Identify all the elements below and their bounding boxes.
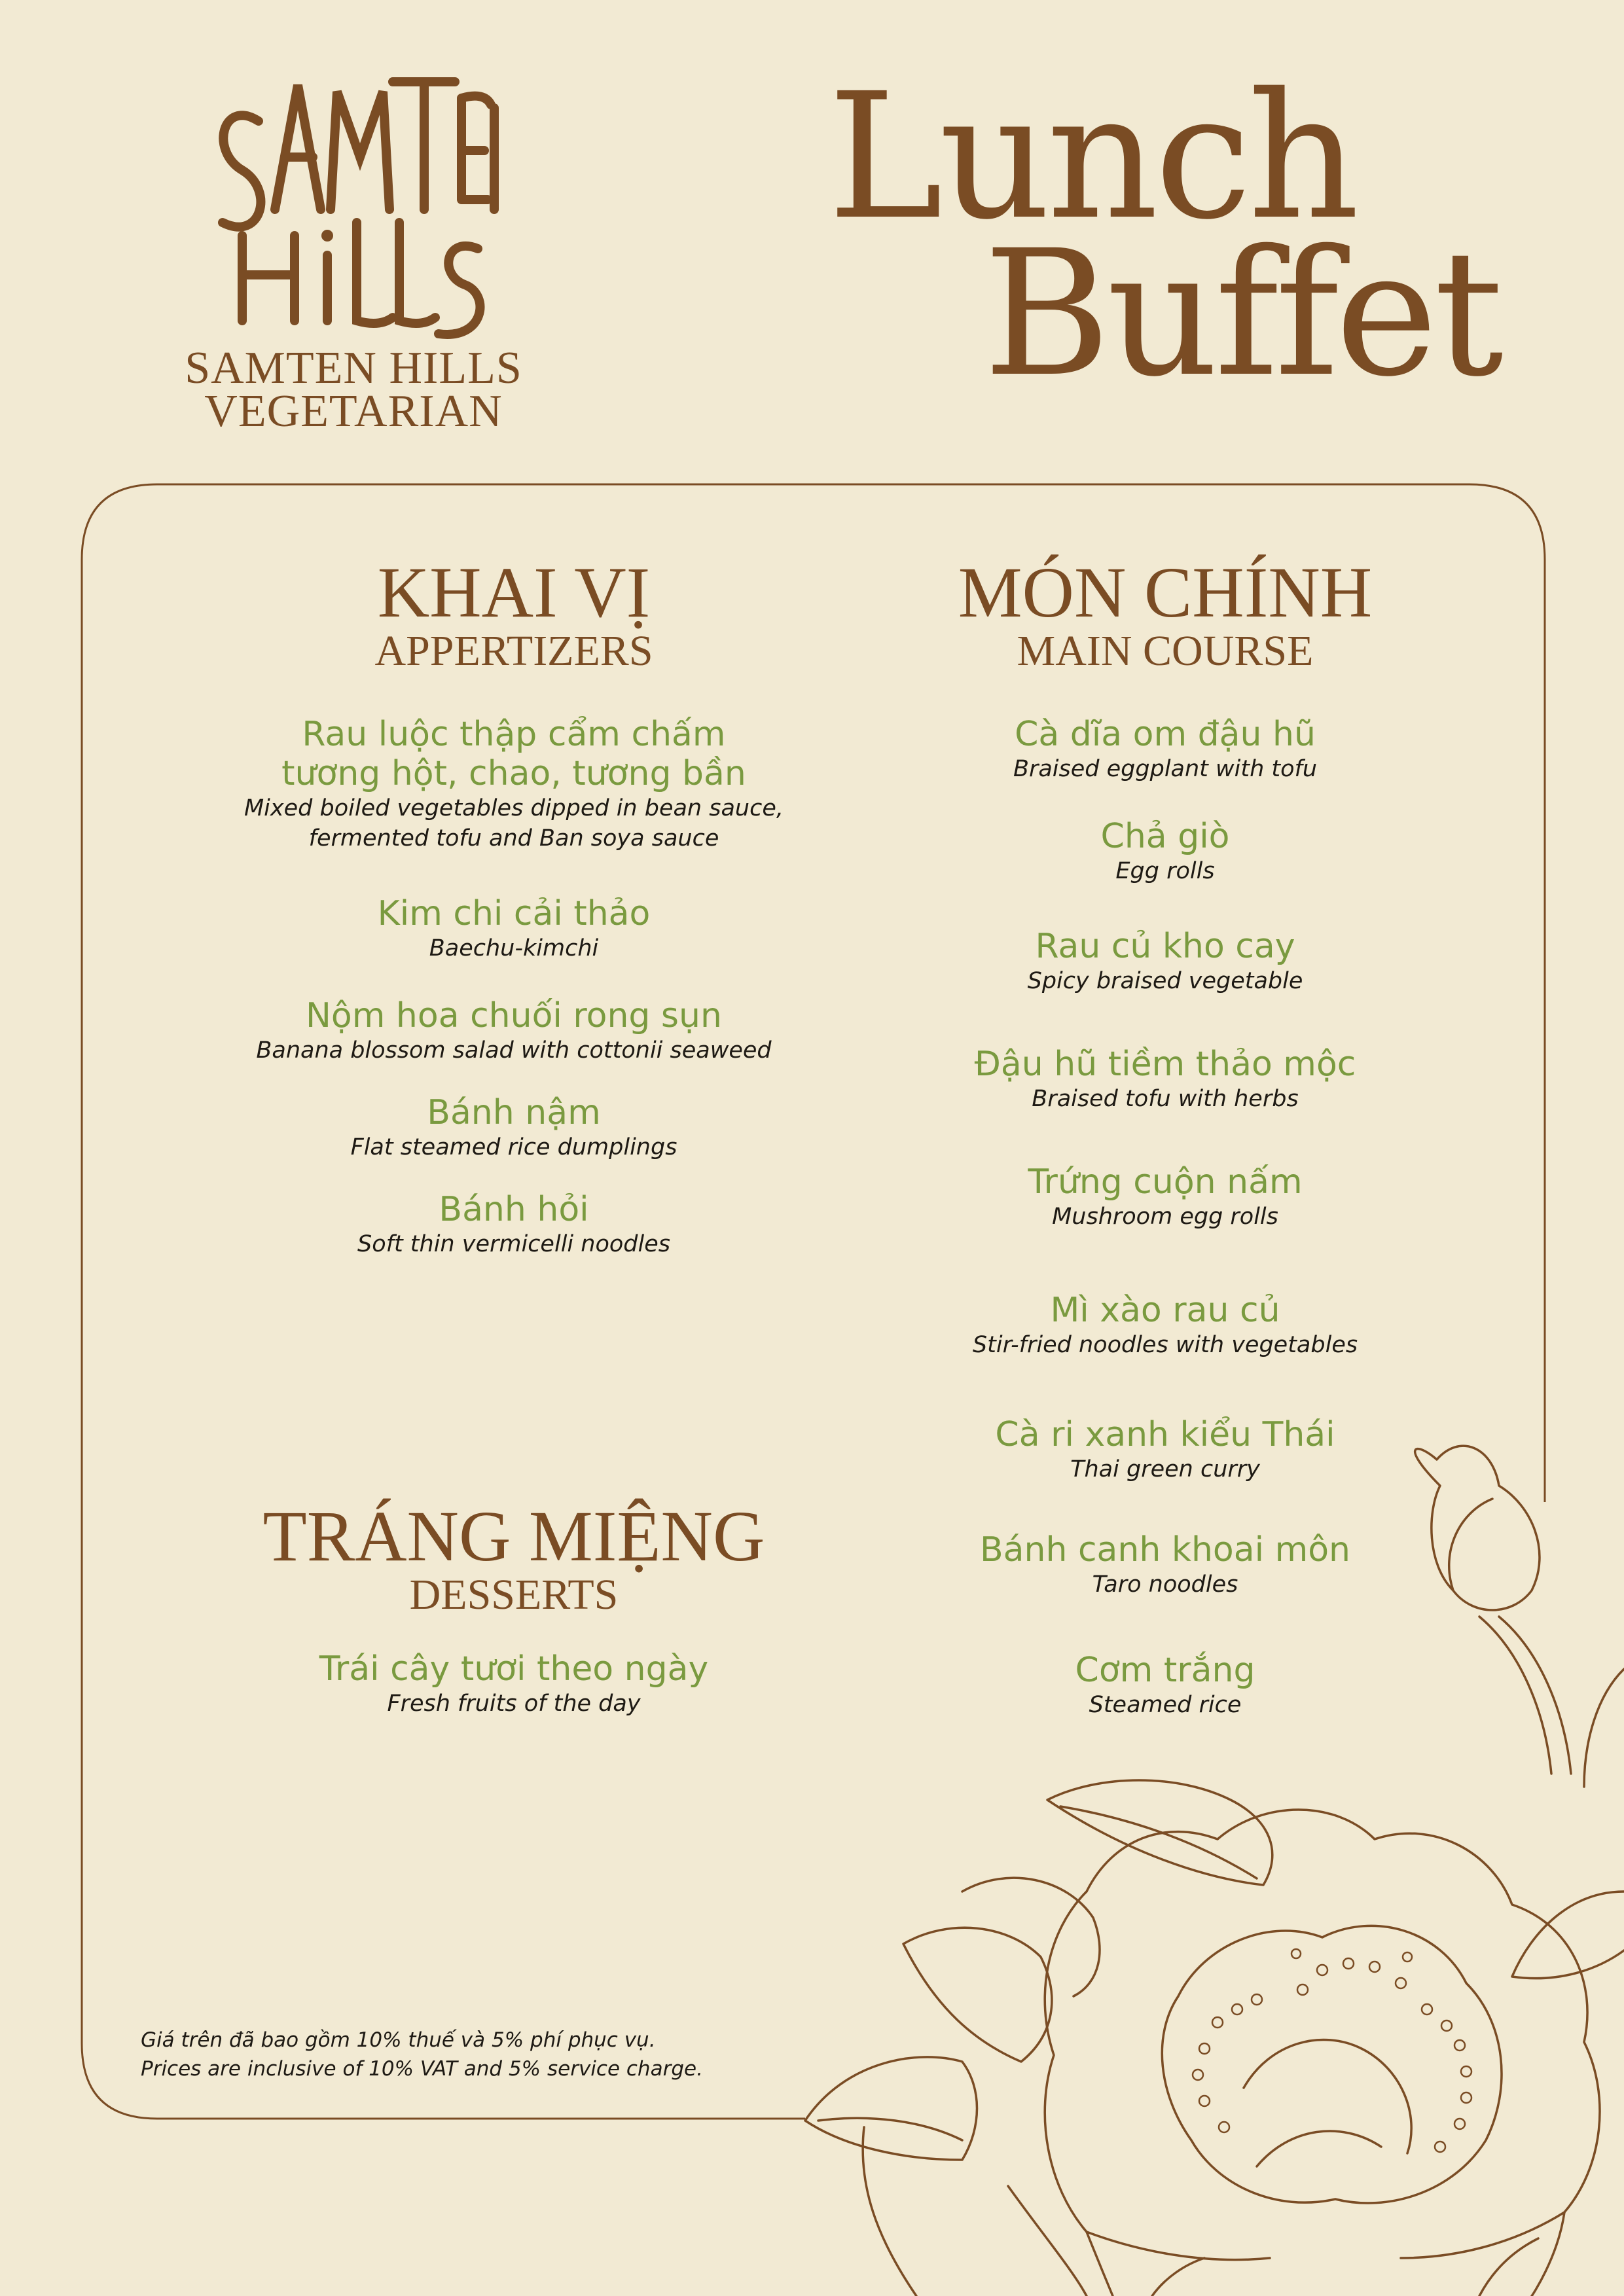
dish-name-en: Taro noodles	[1092, 1571, 1238, 1598]
brand-name-line1: SAMTEN HILLS	[185, 343, 522, 393]
brand-name-line2: VEGETARIAN	[204, 386, 503, 437]
dish-name-vi: Bánh canh khoai môn	[979, 1530, 1351, 1570]
dish-name-en: Braised tofu with herbs	[1032, 1086, 1299, 1112]
dish-name-en: Baechu-kimchi	[429, 935, 599, 961]
main-course-item	[871, 1291, 1460, 1360]
dish-name-vi: Trứng cuộn nấm	[1028, 1162, 1303, 1202]
main-course-item	[871, 1162, 1460, 1232]
main-course-item	[871, 1045, 1460, 1114]
dish-name-vi: Cà ri xanh kiểu Thái	[995, 1415, 1335, 1454]
dish-name-vi: Rau củ kho cay	[1035, 927, 1295, 966]
dish-name-en: Stir-fried noodles with vegetables	[972, 1332, 1358, 1358]
brand-name	[157, 343, 550, 437]
dish-name-vi: Kim chi cải thảo	[377, 894, 651, 933]
dish-name-en: Flat steamed rice dumplings	[350, 1134, 677, 1160]
dish-name-vi: Cà dĩa om đậu hũ	[1015, 715, 1316, 754]
appetizer-item	[151, 1190, 877, 1259]
main-course-item	[871, 1530, 1460, 1600]
appetizer-item	[151, 996, 877, 1066]
dish-name-en: Banana blossom salad with cottonii seaweed	[256, 1037, 772, 1064]
appetizers-title-en: APPERTIZERS	[374, 627, 653, 675]
dish-name-vi: Đậu hũ tiềm thảo mộc	[974, 1045, 1356, 1084]
title-line2: Buffet	[983, 213, 1500, 415]
dish-name-vi: Mì xào rau củ	[1050, 1291, 1280, 1330]
appetizer-item	[151, 715, 877, 853]
main-course-item	[871, 715, 1460, 784]
dish-name-en: Mushroom egg rolls	[1052, 1204, 1278, 1230]
dish-name-en: Mixed boiled vegetables dipped in bean sauce, fermented tofu and Ban soya sauce	[244, 795, 784, 852]
dish-name-en: Egg rolls	[1115, 858, 1215, 884]
price-note-vi: Giá trên đã bao gồm 10% thuế và 5% phí phục vụ.	[141, 2028, 656, 2052]
main-course-item	[871, 1415, 1460, 1484]
dish-name-vi: Bánh hỏi	[439, 1190, 589, 1229]
dish-name-vi: Cơm trắng	[1075, 1651, 1255, 1690]
dish-name-vi: Bánh nậm	[427, 1093, 601, 1132]
dish-name-vi: Chả giò	[1100, 817, 1230, 856]
dish-name-en: Fresh fruits of the day	[387, 1691, 641, 1717]
price-note-en: Prices are inclusive of 10% VAT and 5% service charge.	[141, 2057, 703, 2081]
appetizer-item	[151, 1093, 877, 1162]
main-course-item	[871, 817, 1460, 886]
main-course-title-vi: MÓN CHÍNH	[958, 552, 1373, 632]
title-line1: Lunch	[827, 56, 1356, 258]
dish-name-vi: Trái cây tươi theo ngày	[319, 1649, 709, 1689]
main-course-item	[871, 1651, 1460, 1720]
dish-name-vi: Rau luộc thập cẩm chấm tương hột, chao, tương bần	[281, 715, 746, 793]
appetizers-title-vi: KHAI VỊ	[377, 552, 651, 632]
dish-name-vi: Nộm hoa chuối rong sụn	[306, 996, 722, 1035]
main-course-heading	[871, 552, 1460, 675]
brand-logo	[157, 59, 550, 452]
desserts-title-vi: TRÁNG MIỆNG	[262, 1496, 765, 1576]
appetizers-heading	[151, 552, 877, 675]
dish-name-en: Soft thin vermicelli noodles	[357, 1231, 670, 1257]
logo-monogram	[196, 59, 511, 360]
appetizer-item	[151, 894, 877, 963]
dish-name-en: Spicy braised vegetable	[1027, 968, 1303, 994]
dish-name-en: Thai green curry	[1070, 1456, 1260, 1482]
price-note	[141, 2026, 703, 2083]
desserts-title-en: DESSERTS	[409, 1571, 619, 1619]
main-course-item	[871, 927, 1460, 996]
main-course-title-en: MAIN COURSE	[1017, 627, 1314, 675]
dish-name-en: Steamed rice	[1089, 1692, 1242, 1718]
dish-name-en: Braised eggplant with tofu	[1013, 756, 1318, 782]
